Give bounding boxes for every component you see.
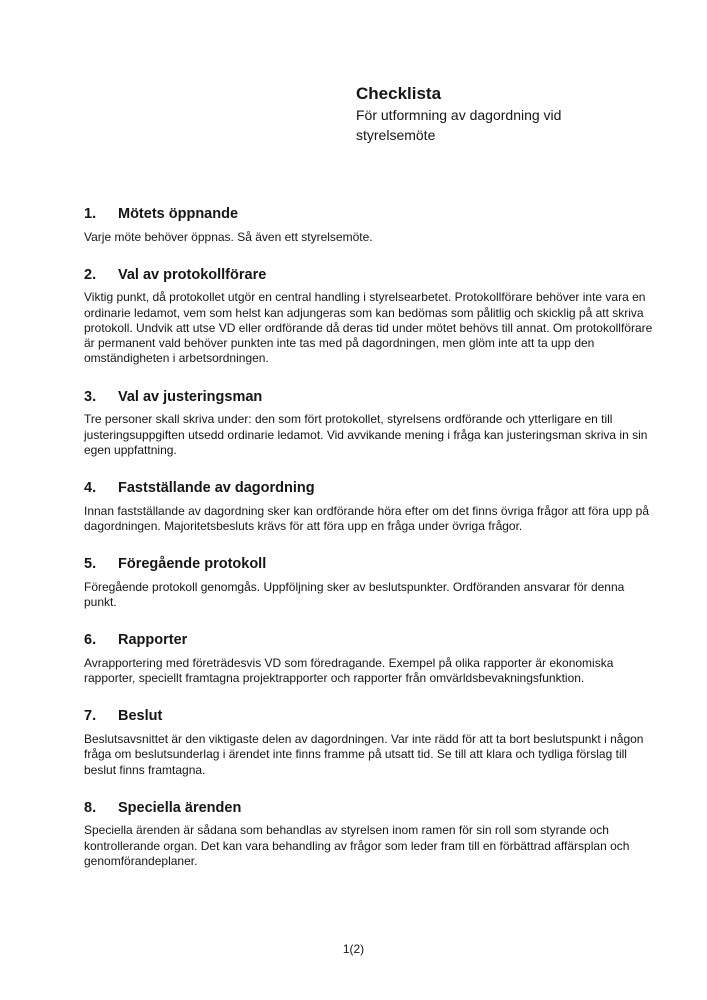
document-subtitle: För utformning av dagordning vid styrelsemöte <box>356 107 562 143</box>
section-number: 2. <box>84 266 97 283</box>
section-title: Fastställande av dagordning <box>118 480 315 497</box>
section-foregaende-protokoll <box>84 556 654 610</box>
page-footer <box>0 942 707 956</box>
section-body-text: Beslutsavsnittet är den viktigaste delen av dagordningen. Var inte rädd för att ta bort beslutspunkt i någon fråga om beslutsunderlag i ärendet inte finns framme på utsatt tid. Se till att klara och tydliga förslag till beslut finns framtagna. <box>84 731 644 777</box>
section-motets-oppnande <box>84 206 654 245</box>
section-number: 3. <box>84 388 97 405</box>
section-title: Mötets öppnande <box>118 206 239 222</box>
section-number: 4. <box>84 480 97 497</box>
section-body-text: Innan fastställande av dagordning sker kan ordförande höra efter om det finns övriga frågor att föra upp på dagordningen. Majoritetsbesluts krävs för att föra upp en fråga under övriga frågor. <box>84 503 650 533</box>
page-number: 1(2) <box>342 942 365 956</box>
section-val-av-justeringsman <box>84 389 654 458</box>
section-faststallande-av-dagordning <box>84 480 654 534</box>
section-heading <box>84 556 654 574</box>
section-heading <box>84 800 654 818</box>
section-heading <box>84 708 654 726</box>
section-title: Rapporter <box>118 632 188 649</box>
section-body-text: Viktig punkt, då protokollet utgör en central handling i styrelsearbetet. Protokollförare behöver inte vara en ordinarie ledamot, vem som helst kan adjungeras som kan bedömas som pålitlig och skicklig på att skriva protokoll. Undvik att utse VD eller ordförande då deras tid under mötet behövs till annat. Om protokollförare är permanent vald behöver punkten inte tas med på dagordningen, men glöm inte att ta upp den omständigheten i arbetsordningen. <box>84 290 653 366</box>
section-beslut <box>84 708 654 777</box>
section-title: Val av justeringsman <box>118 388 263 405</box>
section-title: Föregående protokoll <box>118 556 267 573</box>
document-header <box>356 84 616 145</box>
section-number: 1. <box>84 206 97 222</box>
section-body-text: Avrapportering med företrädesvis VD som föredragande. Exempel på olika rapporter är ekonomiska rapporter, speciellt framtagna projektrapporter och rapporter från omvärldsbevakningsfunktion. <box>84 655 614 686</box>
section-heading <box>84 480 654 498</box>
section-number: 5. <box>84 556 97 573</box>
section-number: 7. <box>84 708 97 725</box>
section-heading <box>84 267 654 285</box>
section-body-text: Föregående protokoll genomgås. Uppföljning sker av beslutspunkter. Ordföranden ansvarar för denna punkt. <box>84 579 625 610</box>
section-heading <box>84 206 654 224</box>
section-title: Beslut <box>118 708 163 725</box>
document-title: Checklista <box>356 84 442 103</box>
section-number: 6. <box>84 632 97 649</box>
section-title: Speciella ärenden <box>118 799 242 816</box>
document-body <box>84 206 654 891</box>
section-body-text: Tre personer skall skriva under: den som fört protokollet, styrelsens ordförande och ytterligare en till justeringsuppgiften utsedd ordinarie ledamot. Vid avvikande mening i fråga kan justeringsman skriva in sin egen uppfattning. <box>84 412 648 457</box>
section-speciella-arenden <box>84 800 654 869</box>
section-body-text: Varje möte behöver öppnas. Så även ett styrelsemöte. <box>84 229 373 244</box>
section-val-av-protokollforare <box>84 267 654 367</box>
section-rapporter <box>84 632 654 686</box>
section-title: Val av protokollförare <box>118 266 267 283</box>
section-heading <box>84 632 654 650</box>
section-number: 8. <box>84 799 97 816</box>
section-heading <box>84 389 654 407</box>
section-body-text: Speciella ärenden är sådana som behandlas av styrelsen inom ramen för sin roll som styrande och kontrollerande organ. Det kan vara behandling av frågor som leder fram till en förbättrad affärsplan och genomförandeplaner. <box>84 823 630 868</box>
